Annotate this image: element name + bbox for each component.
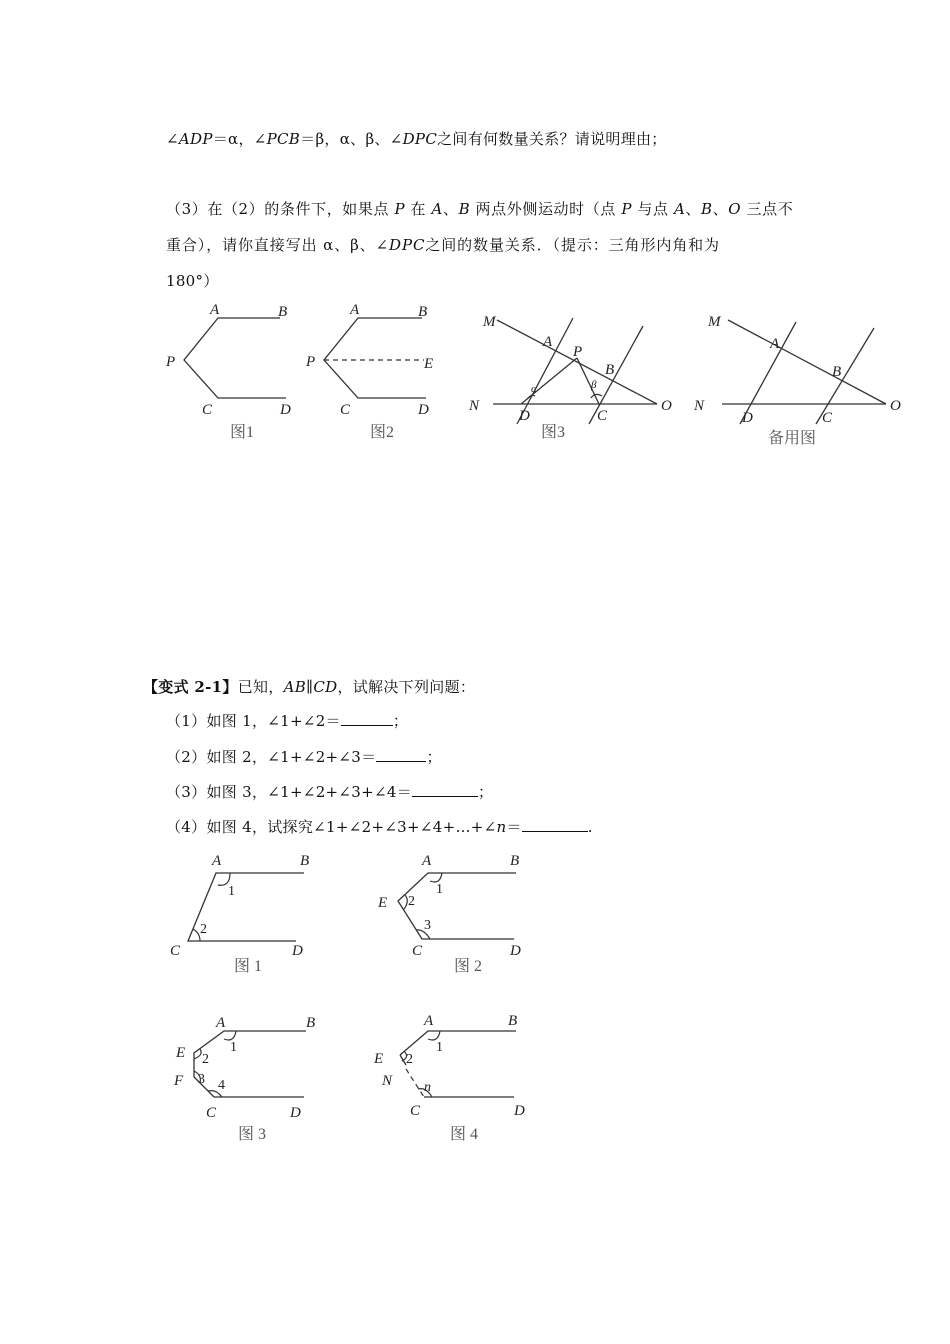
angle-2-label: 2 (200, 922, 207, 937)
label-o: O (890, 398, 901, 414)
fig2-polyline (324, 318, 426, 398)
text-segment: 180°） (166, 272, 219, 290)
label-b: B (278, 304, 288, 320)
text-segment: 与点 (632, 200, 674, 218)
label-d: D (742, 410, 753, 426)
angle-2-arc (193, 929, 200, 941)
label-b: B (508, 1013, 518, 1029)
caption-fig3: 图3 (541, 424, 566, 441)
caption-fig1: 图1 (230, 424, 255, 441)
caption-backup: 备用图 (768, 430, 817, 447)
answer-blank[interactable] (341, 711, 393, 726)
text-segment: 之间有何数量关系？请说明理由； (437, 130, 667, 148)
bottom-figure-2 (370, 845, 550, 985)
label-e: E (374, 1051, 384, 1067)
angle-3-label: 3 (424, 918, 431, 933)
parallel-symbol: ∥ (306, 678, 314, 696)
label-e: E (378, 895, 388, 911)
text-segment: 、 (442, 200, 459, 218)
label-d: D (280, 402, 291, 418)
text-segment: 三点不 (741, 200, 794, 218)
caption-fig4: 图 4 (450, 1126, 479, 1143)
label-f: F (174, 1073, 184, 1089)
answer-blank[interactable] (376, 747, 426, 762)
line-cd: CD (313, 678, 338, 696)
label-a: A (212, 853, 222, 869)
label-p: P (573, 344, 583, 360)
question-text: （3）如图 3，∠1+∠2+∠3+∠4＝ (166, 783, 413, 801)
label-c: C (206, 1105, 217, 1121)
label-m: M (483, 314, 496, 330)
angle-dpc: DPC (389, 236, 426, 254)
label-a: A (770, 336, 780, 352)
label-a: A (350, 302, 360, 318)
label-c: C (410, 1103, 421, 1119)
text-segment: （3）在（2）的条件下，如果点 (166, 200, 395, 218)
angle-1-arc (224, 1031, 236, 1040)
label-c: C (412, 943, 423, 959)
label-n: N (469, 398, 480, 414)
question-text: （1）如图 1，∠1+∠2＝ (166, 712, 341, 730)
point-p: P (621, 200, 633, 218)
caption-fig1: 图 1 (234, 958, 263, 975)
question-4 (166, 816, 593, 837)
point-a: A (673, 200, 686, 218)
text-segment: ∠ (166, 130, 179, 148)
label-b: B (300, 853, 310, 869)
answer-blank[interactable] (522, 817, 588, 832)
label-a: A (543, 334, 553, 350)
caption-fig2: 图 2 (454, 958, 483, 975)
text-segment: 重合），请你直接写出 α、β、∠ (166, 236, 390, 254)
fig2-polyline (398, 873, 516, 939)
label-o: O (661, 398, 672, 414)
angle-1-arc (428, 1031, 440, 1040)
angle-2-label: 2 (202, 1052, 209, 1067)
bottom-figure-4 (370, 1005, 550, 1150)
angle-4-label: 4 (218, 1078, 225, 1093)
top-figure-1 (160, 300, 300, 450)
text-segment: ＝β，α、β、∠ (300, 130, 403, 148)
fig4-dashed-nc (406, 1069, 424, 1097)
label-p: P (306, 354, 316, 370)
label-a: A (210, 302, 220, 318)
part3-line-3 (166, 270, 219, 291)
point-p: P (394, 200, 406, 218)
label-c: C (340, 402, 351, 418)
part3-line-2 (166, 234, 720, 255)
label-b: B (306, 1015, 316, 1031)
label-e: E (424, 356, 434, 372)
text-segment: 两点外侧运动时（点 (470, 200, 622, 218)
question-text: （2）如图 2，∠1+∠2+∠3＝ (166, 748, 377, 766)
caption-fig2: 图2 (370, 424, 395, 441)
top-figure-2 (300, 300, 450, 450)
top-figure-3 (465, 300, 685, 450)
label-c: C (597, 408, 608, 424)
fig4-upper-polyline (400, 1031, 516, 1055)
angle-2-label: 2 (406, 1052, 413, 1067)
angle-1-label: 1 (228, 884, 235, 899)
label-beta: β (591, 379, 597, 391)
variable-n: n (496, 818, 507, 836)
angle-1-label: 1 (230, 1040, 237, 1055)
label-a: A (424, 1013, 434, 1029)
angle-pcb: PCB (266, 130, 301, 148)
point-o: O (728, 200, 742, 218)
caption-fig3: 图 3 (238, 1126, 267, 1143)
label-b: B (832, 364, 842, 380)
label-alpha: α (531, 383, 537, 395)
text-segment: ； (426, 748, 442, 766)
question-1 (166, 710, 408, 731)
variant-header (143, 676, 475, 697)
label-c: C (822, 410, 833, 426)
point-b: B (458, 200, 471, 218)
label-a: A (422, 853, 432, 869)
angle-1-arc (430, 873, 442, 882)
top-figure-backup (690, 300, 910, 450)
label-p: P (166, 354, 176, 370)
label-d: D (510, 943, 521, 959)
fig1-polyline (184, 318, 286, 398)
label-c: C (170, 943, 181, 959)
text-segment: 之间的数量关系．（提示：三角形内角和为 (425, 236, 720, 254)
label-d: D (292, 943, 303, 959)
text-segment: 、 (712, 200, 729, 218)
angle-2-label: 2 (408, 894, 415, 909)
label-b: B (418, 304, 428, 320)
bottom-figure-1 (160, 845, 340, 985)
line-ab: AB (283, 678, 307, 696)
label-d: D (418, 402, 429, 418)
label-a: A (216, 1015, 226, 1031)
problem-line-1 (166, 128, 667, 149)
text-segment: . (587, 818, 593, 836)
text-segment: ＝α，∠ (212, 130, 267, 148)
answer-blank[interactable] (412, 782, 478, 797)
label-d: D (290, 1105, 301, 1121)
fig3-polyline (194, 1031, 306, 1097)
question-text: （4）如图 4，试探究∠1+∠2+∠3+∠4+…+∠ (166, 818, 497, 836)
label-n: N (382, 1073, 393, 1089)
label-c: C (202, 402, 213, 418)
angle-n-label: n (424, 1080, 431, 1095)
angle-1-label: 1 (436, 1040, 443, 1055)
line-mo (497, 320, 657, 404)
label-b: B (510, 853, 520, 869)
angle-dpc: DPC (402, 130, 438, 148)
line-ad (740, 322, 796, 424)
label-d: D (514, 1103, 525, 1119)
label-e: E (176, 1045, 186, 1061)
angle-1-label: 1 (436, 882, 443, 897)
question-2 (166, 746, 442, 767)
label-d: D (519, 408, 530, 424)
text-segment: 、 (685, 200, 702, 218)
angle-3-label: 3 (198, 1072, 205, 1087)
angle-adp: ADP (178, 130, 213, 148)
part3-line-1 (166, 198, 793, 219)
text-segment: ； (478, 783, 494, 801)
label-b: B (605, 362, 615, 378)
text-segment: ＝ (506, 818, 522, 836)
angle-2-arc (404, 895, 407, 909)
bottom-figure-3 (160, 1005, 340, 1150)
point-a: A (431, 200, 443, 218)
label-m: M (708, 314, 721, 330)
text-segment: ； (392, 712, 409, 730)
point-b: B (701, 200, 713, 218)
text-segment: ，试解决下列问题： (337, 678, 476, 696)
variant-tag: 【变式 2-1】 (143, 678, 238, 696)
line-mo (728, 320, 886, 404)
label-n: N (694, 398, 705, 414)
text-segment: 在 (405, 200, 432, 218)
question-3 (166, 781, 493, 802)
text-segment: 已知， (237, 678, 284, 696)
